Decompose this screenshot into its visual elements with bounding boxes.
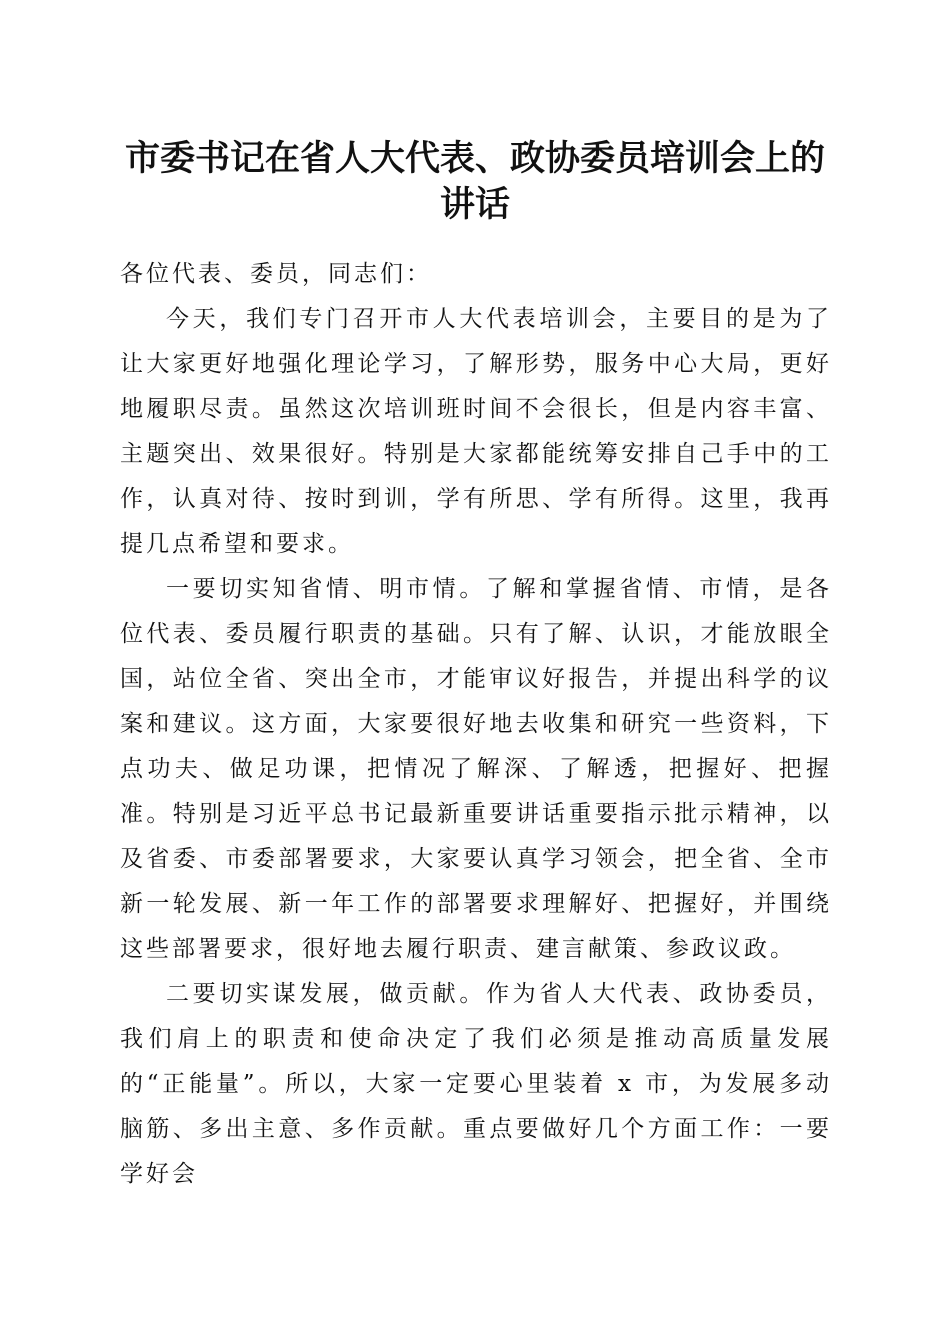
paragraph-point-one: 一要切实知省情、明市情。了解和掌握省情、市情，是各位代表、委员履行职责的基础。只有了解、认识，才能放眼全国，站位全省、突出全市，才能审议好报告，并提出科学的议案和建议。这方面，大家要很好地去收集和研究一些资料，下点功夫、做足功课，把情况了解深、了解透，把握好、把握准。特别是习近平总书记最新重要讲话重要指示批示精神，以及省委、市委部署要求，大家要认真学习领会，把全省、全市新一轮发展、新一年工作的部署要求理解好、把握好，并围绕这些部署要求，很好地去履行职责、建言献策、参政议政。: [120, 576, 832, 962]
paragraph-point-two: 二要切实谋发展，做贡献。作为省人大代表、政协委员，我们肩上的职责和使命决定了我们必须是推动高质量发展的“正能量”。所以，大家一定要心里装着 x 市，为发展多动脑筋、多出主意、多作贡献。重点要做好几个方面工作：一要学好会: [120, 981, 832, 1187]
salutation: 各位代表、委员，同志们：: [120, 261, 432, 287]
paragraph-intro: 今天，我们专门召开市人大代表培训会，主要目的是为了让大家更好地强化理论学习，了解形势，服务中心大局，更好地履职尽责。虽然这次培训班时间不会很长，但是内容丰富、主题突出、效果很好。特别是大家都能统筹安排自己手中的工作，认真对待、按时到训，学有所思、学有所得。这里，我再提几点希望和要求。: [120, 306, 832, 557]
document-title: [110, 136, 840, 228]
title-line-2: 讲话: [439, 184, 510, 225]
document-body: [120, 252, 832, 1197]
title-line-1: 市委书记在省人大代表、政协委员培训会上的: [124, 138, 825, 179]
